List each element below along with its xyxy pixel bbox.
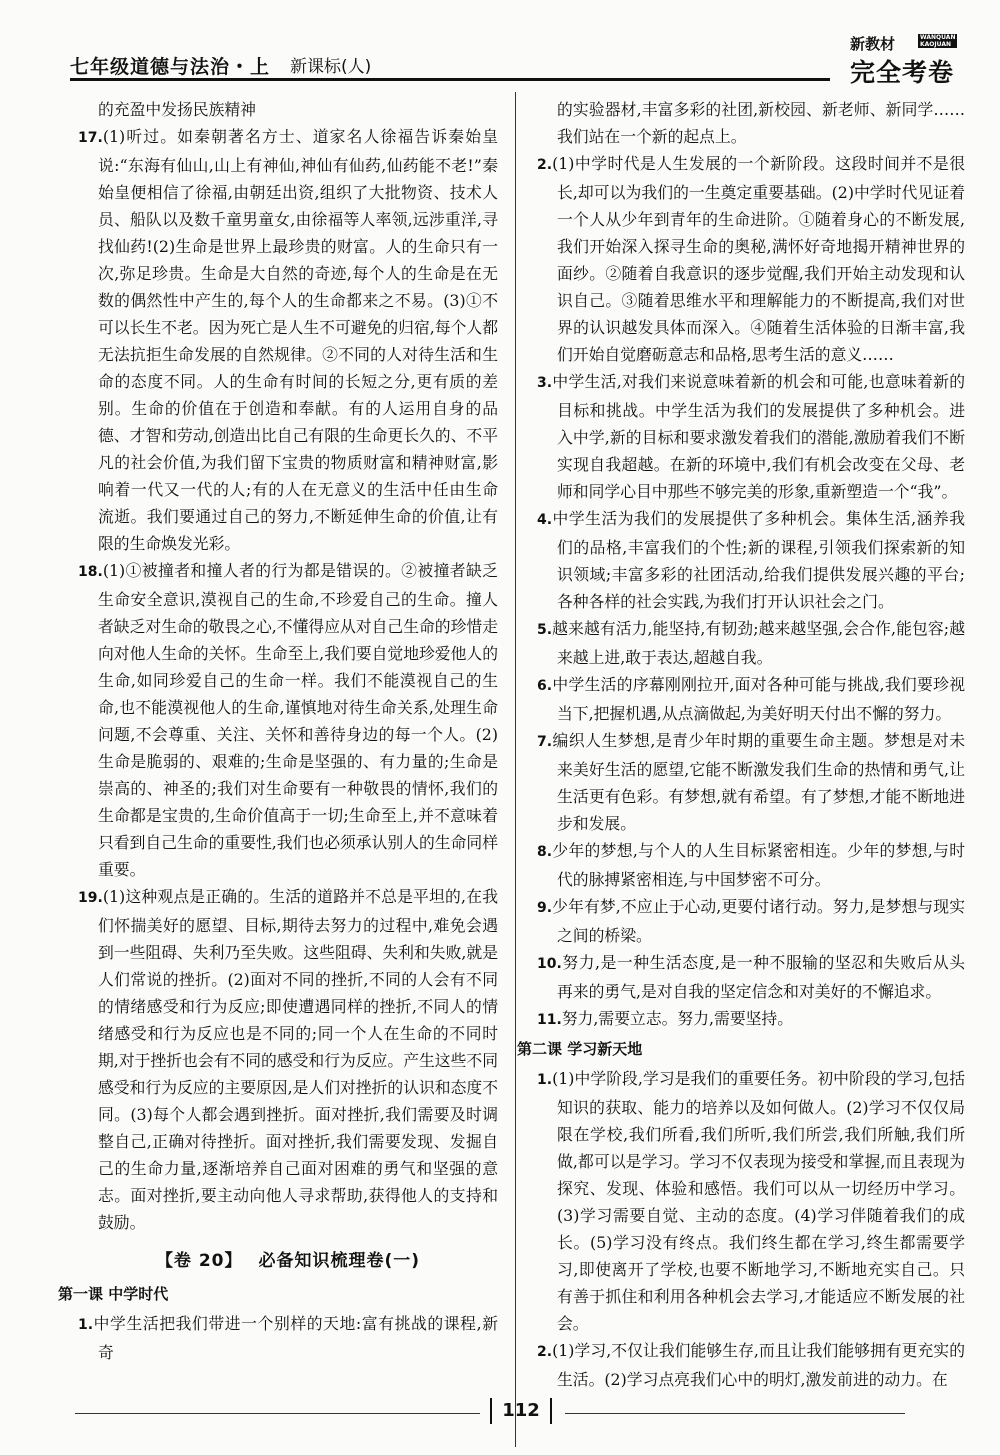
lesson1-item-2: 2.(1)中学时代是人生发展的一个新阶段。这段时间并不是很长,却可以为我们的一生奠定重要基础。(2)中学时代见证着一个人从少年到青年的生命进阶。①随着身心的不断发展,我们开始深入探寻生命的奥秘,满怀好奇地揭开精神世界的面纱。②随着自我意识的逐步觉醒,我们开始主动发现和认识自己。③随着思维水平和理解能力的不断提高,我们对世界的认识越发具体而深入。④随着生活体验的日渐丰富,我们开始自觉磨砺意志和品格,思考生活的意义…… bbox=[537, 154, 965, 364]
lesson1-item-5: 5.越来越有活力,能坚持,有韧劲;越来越坚强,会合作,能包容;越来越上进,敢于表达,超越自我。 bbox=[537, 619, 965, 667]
lesson1-item-6: 6.中学生活的序幕刚刚拉开,面对各种可能与挑战,我们要珍视当下,把握机遇,从点滴做起,为美好明天付出不懈的努力。 bbox=[537, 675, 965, 723]
lesson-heading-2: 第二课 学习新天地 bbox=[517, 1040, 643, 1058]
lesson2-item-1: 1.(1)中学阶段,学习是我们的重要任务。初中阶段的学习,包括知识的获取、能力的培养以及如何做人。(2)学习不仅仅局限在学校,我们所看,我们所听,我们所尝,我们所触,我们所做,都可以是学习。学习不仅表现为接受和掌握,而且表现为探究、发现、体验和感悟。我们可以从一切经历中学习。(3)学习需要自觉、主动的态度。(4)学习伴随着我们的成长。(5)学习没有终点。我们终生都在学习,终生都需要学习,即使离开了学校,也要不断地学习,不断地充实自己。只有善于抓住和利用各种机会去学习,才能适应不断发展的社会。 bbox=[537, 1069, 965, 1333]
brand-logo bbox=[850, 33, 970, 87]
book-title: 七年级道德与法治・上 bbox=[70, 56, 271, 78]
lesson1-item-9: 9.少年有梦,不应止于心动,更要付诸行动。努力,是梦想与现实之间的桥梁。 bbox=[537, 897, 965, 945]
lesson1-item-1: 1.中学生活把我们带进一个别样的天地:富有挑战的课程,新奇 bbox=[78, 1314, 498, 1362]
lesson1-item-3: 3.中学生活,对我们来说意味着新的机会和可能,也意味着新的目标和挑战。中学生活为我们的发展提供了多种机会。进入中学,新的目标和要求激发着我们的潜能,激励着我们不断实现自我超越。在新的环境中,我们有机会改变在父母、老师和同学心目中那些不够完美的形象,重新塑造一个“我”。 bbox=[537, 372, 965, 501]
page-number: 112 bbox=[502, 1400, 540, 1421]
lesson1-item-1-continuation: 的实验器材,丰富多彩的社团,新校园、新老师、新同学……我们站在一个新的起点上。 bbox=[557, 100, 965, 146]
answer-18: 18.(1)①被撞者和撞人者的行为都是错误的。②被撞者缺乏生命安全意识,漠视自己的生命,不珍爱自己的生命。撞人者缺乏对生命的敬畏之心,不懂得应从对自己生命的珍惜走向对他人生命的关怀。生命至上,我们要自觉地珍爱他人的生命,如同珍爱自己的生命一样。我们不能漠视自己的生命,也不能漠视他人的生命,谨慎地对待生命关系,处理生命问题,不会尊重、关注、关怀和善待身边的每一个人。(2)生命是脆弱的、艰难的;生命是坚强的、有力量的;生命是崇高的、神圣的;我们对生命要有一种敬畏的情怀,我们的生命都是宝贵的,生命价值高于一切;生命至上,并不意味着只看到自己生命的重要性,我们也必须承认别人的生命同样重要。 bbox=[78, 561, 498, 879]
left-column bbox=[58, 96, 498, 1366]
right-column bbox=[517, 96, 965, 1393]
footer-bar-right bbox=[550, 1398, 552, 1424]
footer-rule-left bbox=[75, 1413, 480, 1414]
lesson2-item-2: 2.(1)学习,不仅让我们能够生存,而且让我们能够拥有更充实的生活。(2)学习点亮我们心中的明灯,激发前进的动力。在 bbox=[537, 1341, 965, 1389]
answer-continuation: 的充盈中发扬民族精神 bbox=[98, 100, 256, 119]
footer-bar-left bbox=[490, 1398, 492, 1424]
header-rule bbox=[70, 78, 830, 81]
footer-rule-right bbox=[565, 1413, 905, 1414]
answer-19: 19.(1)这种观点是正确的。生活的道路并不总是平坦的,在我们怀揣美好的愿望、目标,期待去努力的过程中,难免会遇到一些阻碍、失利乃至失败。这些阻碍、失利和失败,就是人们常说的挫折。(2)面对不同的挫折,不同的人会有不同的情绪感受和行为反应;即使遭遇同样的挫折,不同人的情绪感受和行为反应也是不同的;同一个人在生命的不同时期,对于挫折也会有不同的感受和行为反应。产生这些不同感受和行为反应的主要原因,是人们对挫折的认识和态度不同。(3)每个人都会遇到挫折。面对挫折,我们需要及时调整自己,正确对待挫折。面对挫折,我们需要发现、发掘自己的生命力量,逐渐培养自己面对困难的勇气和坚强的意志。面对挫折,要主动向他人寻求帮助,获得他人的支持和鼓励。 bbox=[78, 887, 498, 1232]
lesson1-item-11: 11.努力,需要立志。努力,需要坚持。 bbox=[537, 1009, 794, 1028]
column-divider bbox=[515, 92, 516, 1447]
brand-name: 完全考卷 bbox=[850, 58, 955, 87]
section-title: 【卷 20】 必备知识梳理卷(一) bbox=[155, 1251, 421, 1271]
lesson1-item-4: 4.中学生活为我们的发展提供了多种机会。集体生活,涵养我们的品格,丰富我们的个性;新的课程,引领我们探索新的知识领域;丰富多彩的社团活动,给我们提供发展兴趣的平台;各种各样的社会实践,为我们打开认识社会之门。 bbox=[537, 509, 965, 611]
lesson1-item-8: 8.少年的梦想,与个人的人生目标紧密相连。少年的梦想,与时代的脉搏紧密相连,与中国梦密不可分。 bbox=[537, 841, 965, 889]
page-header bbox=[0, 0, 1000, 87]
lesson1-item-7: 7.编织人生梦想,是青少年时期的重要生命主题。梦想是对未来美好生活的愿望,它能不断激发我们生命的热情和勇气,让生活更有色彩。有梦想,就有希望。有了梦想,才能不断地进步和发展。 bbox=[537, 731, 965, 833]
answer-17: 17.(1)听过。如秦朝著名方士、道家名人徐福告诉秦始皇说:“东海有仙山,山上有神仙,神仙有仙药,仙药能不老!”秦始皇便相信了徐福,由朝廷出资,组织了大批物资、技术人员、船队以及数千童男童女,由徐福等人率领,远涉重洋,寻找仙药!(2)生命是世界上最珍贵的财富。人的生命只有一次,弥足珍贵。生命是大自然的奇迹,每个人的生命是在无数的偶然性中产生的,每个人的生命都来之不易。(3)①不可以长生不老。因为死亡是人生不可避免的归宿,每个人都无法抗拒生命发展的自然规律。②不同的人对待生活和生命的态度不同。人的生命有时间的长短之分,更有质的差别。生命的价值在于创造和奉献。有的人运用自身的品德、才智和劳动,创造出比自己有限的生命更长久的、不平凡的社会价值,为我们留下宝贵的物质财富和精神财富,影响着一代又一代的人;有的人在无意义的生活中任由生命流逝。我们要通过自己的努力,不断延伸生命的价值,让有限的生命焕发光彩。 bbox=[78, 127, 498, 553]
brand-small-text: 新教材 bbox=[850, 35, 896, 53]
edition-label: 新课标(人) bbox=[290, 57, 372, 77]
lesson-heading-1: 第一课 中学时代 bbox=[58, 1285, 169, 1303]
brand-pinyin: WANQUAN KAOJUAN bbox=[920, 34, 956, 48]
lesson1-item-10: 10.努力,是一种生活态度,是一种不服输的坚忍和失败后从头再来的勇气,是对自我的坚定信念和对美好的不懈追求。 bbox=[537, 953, 965, 1001]
